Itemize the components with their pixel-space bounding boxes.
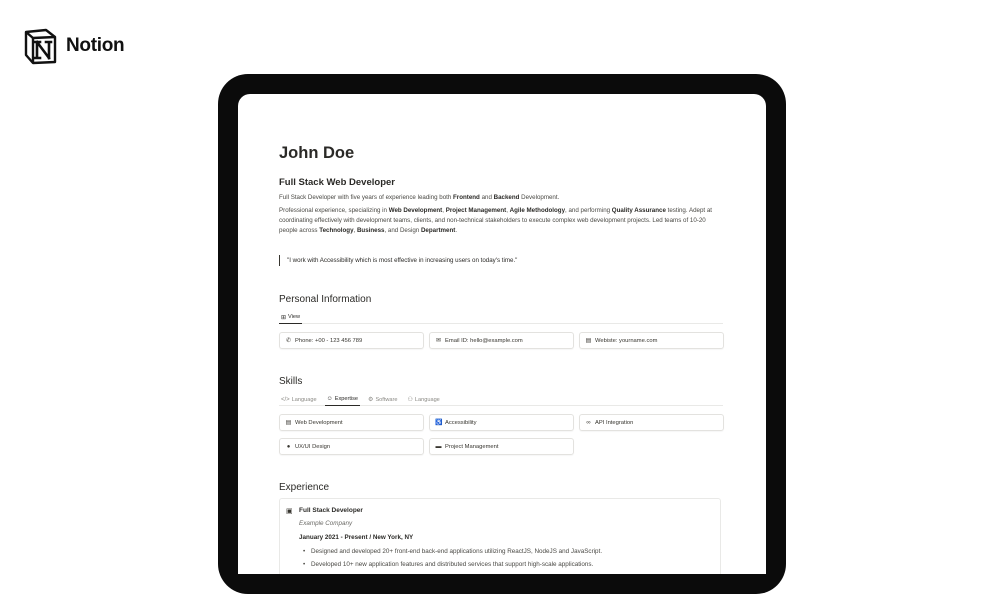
detail-paragraph: Professional experience, specializing in Web Development, Project Management, Agile Methodology, and performing Quality Assurance testing. Adept at coordinating effectively with development teams, clients, and non-technical stakeholders to execute complex web development projects. Led teams of 10-20 people across Technology, Business, and Design Department. [279,207,713,234]
tablet-screen [238,94,766,574]
experience-heading: Experience [279,482,330,493]
browser-icon: ▤ [285,420,292,426]
list-item: • Designed and developed 20+ front-end back-end applications utilizing ReactJS, NodeJS and JavaScript. [303,547,602,560]
brand [22,27,124,65]
page-title: John Doe [279,144,355,162]
skill-card-ux-ui-design[interactable]: ● UX/UI Design [279,438,424,455]
briefcase-icon: ▣ [286,508,293,515]
skills-heading: Skills [279,376,303,387]
link-icon: ∞ [586,419,591,426]
company-name: Example Company [299,520,353,527]
browser-icon: ▤ [585,338,592,344]
code-icon: </> [281,396,290,403]
grid-icon: ⊞ [281,314,287,321]
folder-icon: ▬ [435,443,442,450]
person-gear-icon: ☺ [326,396,333,402]
job-date-location: January 2021 - Present / New York, NY [299,534,414,541]
job-bullets [303,547,602,573]
email-icon: ✉ [435,338,442,344]
contact-card-website[interactable]: ▤ Webiste: yourname.com [579,332,724,349]
gear-icon: ⚙ [368,397,374,403]
list-item: • Developed 10+ new application features and distributed services that support high-scale applications. [303,560,602,573]
skill-card-api-integration[interactable]: ∞ API Integration [579,414,724,431]
role-heading: Full Stack Web Developer [279,177,395,188]
skill-card-accessibility[interactable]: ♿ Accessibility [429,414,574,431]
tab-software[interactable]: ⚙ Software [368,396,398,403]
tab-view[interactable]: ⊞ View [279,311,302,324]
job-title: Full Stack Developer [299,507,363,514]
tab-expertise[interactable]: ☺ Expertise [325,393,360,406]
summary-paragraph: Full Stack Developer with five years of experience leading both Frontend and Backend Development. [279,194,560,201]
phone-icon: ✆ [285,338,292,344]
skills-tabs [279,393,723,406]
brand-name: Notion [66,35,125,56]
quote-block: "I work with Accessibility which is most effective in increasing users on today's time." [279,255,517,266]
contact-card-phone[interactable]: ✆ Phone: +00 - 123 456 789 [279,332,424,349]
personal-info-tabs [279,311,723,324]
translate-icon: ⚇ [407,397,413,403]
tab-language-2[interactable]: ⚇ Language [407,396,440,403]
palette-icon: ● [286,443,291,450]
skill-card-web-development[interactable]: ▤ Web Development [279,414,424,431]
accessibility-icon: ♿ [435,420,443,426]
skill-card-project-management[interactable]: ▬ Project Management [429,438,574,455]
experience-card[interactable] [279,498,721,574]
contact-card-email[interactable]: ✉ Email ID: hello@example.com [429,332,574,349]
notion-logo-icon [22,27,59,65]
personal-info-heading: Personal Information [279,294,372,305]
tab-language[interactable]: </> Language [281,396,317,403]
